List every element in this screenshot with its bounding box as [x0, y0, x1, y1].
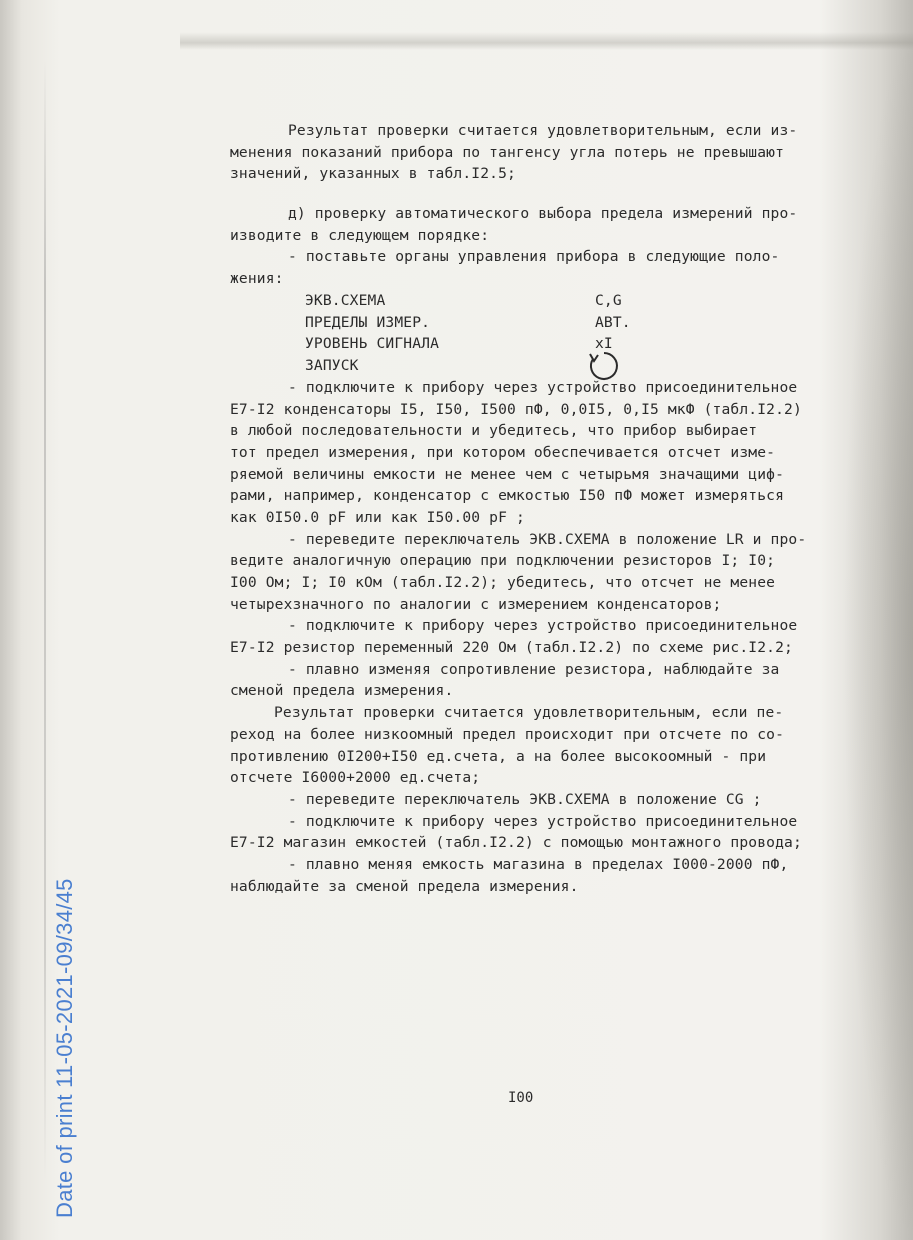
text-line: - поставьте органы управления прибора в следующие поло-: [288, 248, 780, 266]
text-line: - подключите к прибору через устройство присоединительное: [288, 617, 798, 635]
text-line: I00 Ом; I; I0 кОм (табл.I2.2); убедитесь, что отсчет не менее: [230, 574, 776, 591]
text-line: - подключите к прибору через устройство присоединительное: [288, 812, 798, 830]
text-line: - подключите к прибору через устройство присоединительное: [288, 378, 798, 396]
text-line: ведите аналогичную операцию при подключении резисторов I; I0;: [230, 552, 776, 570]
control-settings-list: [305, 290, 880, 377]
text-line: противлению 0I200+I50 ед.счета, а на более высокоомный - при: [230, 747, 767, 765]
text-line: сменой предела измерения.: [230, 682, 454, 700]
scan-shadow-top: [180, 32, 913, 50]
setting-value: АВТ.: [595, 313, 631, 331]
text-line: - плавно изменяя сопротивление резистора, наблюдайте за: [288, 660, 780, 678]
circular-arrow-icon: [587, 349, 621, 390]
text-line: отсчете I6000+2000 ед.счета;: [230, 769, 481, 787]
setting-name: ПРЕДЕЛЫ ИЗМЕР.: [305, 313, 431, 331]
text-line: рами, например, конденсатор с емкостью I50 пФ может измеряться: [230, 487, 785, 505]
text-line: в любой последовательности и убедитесь, что прибор выбирает: [230, 422, 758, 440]
text-line: - плавно меняя емкость магазина в пределах I000-2000 пФ,: [288, 855, 789, 873]
text-line: наблюдайте за сменой предела измерения.: [230, 877, 579, 895]
text-line: четырехзначного по аналогии с измерением конденсаторов;: [230, 595, 722, 613]
text-line: значений, указанных в табл.I2.5;: [230, 165, 516, 183]
setting-row: [305, 355, 880, 377]
text-line: - переведите переключатель ЭКВ.СХЕМА в положение LR и про-: [288, 530, 807, 548]
text-line: Результат проверки считается удовлетворительным, если из-: [288, 122, 798, 139]
setting-name: ЗАПУСК: [305, 356, 359, 374]
text-line: изводите в следующем порядке:: [230, 226, 490, 244]
text-line: Е7-I2 магазин емкостей (табл.I2.2) с помощью монтажного провода;: [230, 834, 802, 852]
page-number: I00: [508, 1090, 534, 1106]
print-date-stamp: Date of print 11-05-2021-09/34/45: [52, 878, 77, 1218]
setting-row: [305, 290, 880, 312]
text-line: реход на более низкоомный предел происходит при отсчете по со-: [230, 725, 785, 743]
setting-value: С,G: [595, 291, 622, 309]
text-line: - переведите переключатель ЭКВ.СХЕМА в положение CG ;: [288, 790, 762, 808]
setting-name: УРОВЕНЬ СИГНАЛА: [305, 335, 440, 353]
page-edge-left: [44, 60, 46, 1180]
text-line: тот предел измерения, при котором обеспечивается отсчет изме-: [230, 443, 776, 461]
document-body: [230, 120, 880, 897]
setting-value: xI: [595, 335, 613, 353]
text-line: д) проверку автоматического выбора предела измерений про-: [288, 205, 798, 223]
setting-row: [305, 312, 880, 334]
setting-name: ЭКВ.СХЕМА: [305, 291, 386, 309]
text-line: ряемой величины емкости не менее чем с четырьмя значащими циф-: [230, 465, 785, 483]
text-line: менения показаний прибора по тангенсу угла потерь не превышают: [230, 143, 785, 161]
text-line: жения:: [230, 270, 284, 288]
text-line: Результат проверки считается удовлетворительным, если пе-: [274, 704, 784, 722]
text-line: Е7-I2 конденсаторы I5, I50, I500 пФ, 0,0I5, 0,I5 мкФ (табл.I2.2): [230, 400, 802, 418]
text-line: как 0I50.0 pF или как I50.00 pF ;: [230, 508, 525, 526]
text-line: Е7-I2 резистор переменный 220 Ом (табл.I2.2) по схеме рис.I2.2;: [230, 639, 793, 657]
